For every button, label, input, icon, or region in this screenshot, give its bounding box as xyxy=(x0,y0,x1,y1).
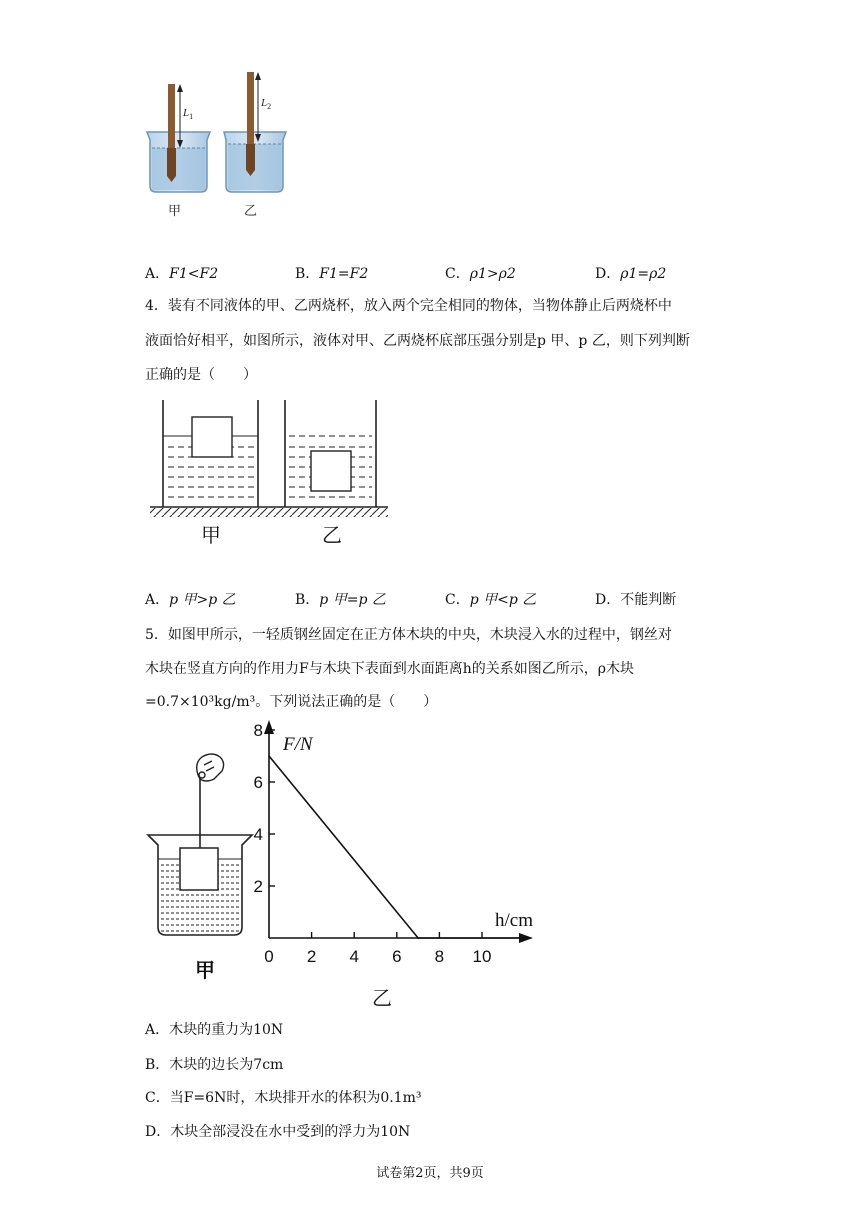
left-beaker xyxy=(147,84,210,192)
q5-text-line1: 5．如图甲所示，一轻质钢丝固定在正方体木块的中央，木块浸入水的过程中，钢丝对 xyxy=(145,627,672,643)
q3-option-d: D．ρ1=ρ2 xyxy=(595,266,667,282)
q4-option-b: B．p 甲=p 乙 xyxy=(295,592,386,608)
y-axis-label: F/N xyxy=(283,734,313,755)
x-tick-label: 10 xyxy=(472,947,492,966)
q5-option-a: A．木块的重力为10N xyxy=(145,1022,284,1038)
beakers-figure xyxy=(140,70,300,220)
q4-option-c: C．p 甲<p 乙 xyxy=(445,592,537,608)
q5-beaker xyxy=(148,835,252,935)
q4-option-d: D．不能判断 xyxy=(595,592,677,608)
q4-option-a: A．p 甲>p 乙 xyxy=(145,592,236,608)
x-tick-label: 8 xyxy=(434,947,445,966)
q5-option-c: C．当F=6N时，木块排开水的体积为0.1m³ xyxy=(145,1090,422,1106)
y-tick-label: 8 xyxy=(253,721,263,740)
right-beaker xyxy=(224,72,286,192)
y-axis-arrow xyxy=(264,720,274,734)
q5-text-line3: =0.7×10³kg/m³。下列说法正确的是（ ） xyxy=(145,694,438,710)
x-tick-label: 6 xyxy=(392,947,402,966)
x-axis-label: h/cm xyxy=(495,910,533,931)
f-h-chart xyxy=(255,718,555,973)
y-tick-label: 6 xyxy=(253,773,263,792)
y-tick-label: 4 xyxy=(253,825,263,844)
f-h-line xyxy=(269,756,525,938)
data-point xyxy=(417,937,419,939)
q5-caption-right: 乙 xyxy=(372,986,392,1010)
q4-right-beaker xyxy=(285,400,376,507)
q4-left-beaker xyxy=(163,400,258,507)
x-tick-label: 0 xyxy=(264,947,274,966)
q5-beaker-figure xyxy=(140,745,260,945)
q3-option-b: B．F1=F2 xyxy=(295,266,369,282)
x-tick-label: 4 xyxy=(349,947,359,966)
q3-option-c: C．ρ1>ρ2 xyxy=(445,266,516,282)
beaker-caption-right: 乙 xyxy=(244,204,258,219)
q5-option-d: D．木块全部浸没在水中受到的浮力为10N xyxy=(145,1124,411,1140)
q5-caption-left: 甲 xyxy=(195,958,215,982)
data-point xyxy=(268,755,270,757)
beaker-caption-left: 甲 xyxy=(168,204,182,219)
page-footer: 试卷第2页，共9页 xyxy=(376,1166,484,1181)
x-tick-label: 2 xyxy=(306,947,317,966)
hand-icon xyxy=(197,754,224,781)
q4-caption-right: 乙 xyxy=(322,523,342,547)
q4-text-line2: 液面恰好相平，如图所示，液体对甲、乙两烧杯底部压强分别是p 甲、p 乙，则下列判断 xyxy=(145,333,690,349)
q4-text-line3: 正确的是（ ） xyxy=(145,367,257,383)
q3-option-a: A．F1<F2 xyxy=(145,266,219,282)
label-l1: $L_1$ xyxy=(183,107,194,121)
y-tick-label: 2 xyxy=(253,877,263,896)
q4-text-line1: 4．装有不同液体的甲、乙两烧杯，放入两个完全相同的物体，当物体静止后两烧杯中 xyxy=(145,298,672,314)
q4-caption-left: 甲 xyxy=(201,523,221,547)
q5-text-line2: 木块在竖直方向的作用力F与木块下表面到水面距离h的关系如图乙所示，ρ木块 xyxy=(145,661,634,677)
q5-option-b: B．木块的边长为7cm xyxy=(145,1057,284,1073)
label-l2: $L_2$ xyxy=(261,97,272,111)
q4-beakers-figure xyxy=(148,395,393,520)
